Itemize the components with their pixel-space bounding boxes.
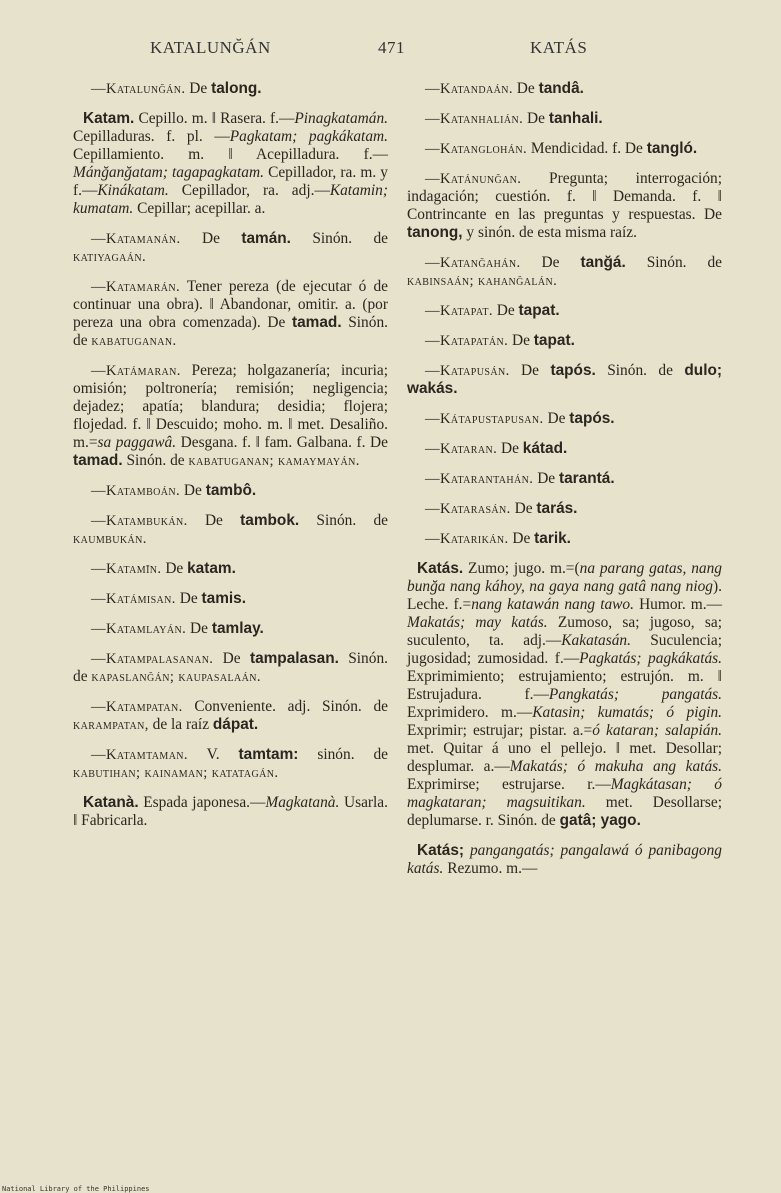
- entry-headword: tapat.: [533, 332, 575, 349]
- entry-text: Cepillo. m. ‖ Rasera. f.—: [134, 110, 295, 127]
- entry-text: Sinón. de: [73, 650, 388, 685]
- entry-subword: —Katalunğán.: [91, 81, 186, 97]
- entry-text: De: [523, 110, 549, 127]
- entry-headword: tanğá.: [580, 254, 626, 271]
- entry-text: De: [520, 254, 581, 271]
- entry-subword: —Katapatán.: [425, 333, 509, 349]
- entry-headword: katam.: [187, 560, 236, 577]
- entry-text: de la raíz: [148, 716, 213, 733]
- entry-text: Zumo; jugo. m.=(: [463, 560, 580, 577]
- entry-subword: —Katarantahán.: [425, 471, 534, 487]
- entry-tagalog: Pangkatás; pangatás.: [548, 686, 723, 703]
- entry-subword: —Katanğahán.: [425, 255, 521, 271]
- dictionary-entry: [73, 482, 388, 500]
- entry-subword: katiyagaán.: [73, 249, 147, 265]
- entry-headword: tanong,: [407, 224, 463, 241]
- entry-subword: kabatuganan; kamaymayán.: [188, 453, 360, 469]
- entry-text: Sinón. de: [122, 452, 189, 469]
- entry-text: Sinón. de: [625, 254, 722, 271]
- entry-text: De: [213, 650, 250, 667]
- entry-text: Conveniente. adj. Sinón. de: [182, 698, 388, 715]
- entry-headword: tapat.: [518, 302, 560, 319]
- entry-subword: —Katarikán.: [425, 531, 509, 547]
- entry-subword: —Katamlayán.: [91, 621, 187, 637]
- right-column: [407, 80, 722, 890]
- entry-tagalog: Makatás; may katás.: [407, 614, 548, 631]
- dictionary-entry: [73, 230, 388, 266]
- entry-text: Usarla. ‖ Fabricarla.: [73, 794, 388, 829]
- entry-text: Mendicidad. f. De: [527, 140, 647, 157]
- entry-tagalog: Katasin; kumatás; ó pigin.: [532, 704, 722, 721]
- dictionary-entry: [73, 362, 388, 470]
- entry-headword: tanhali.: [548, 110, 603, 127]
- entry-headword: Katam.: [83, 110, 135, 127]
- entry-text: De: [509, 362, 551, 379]
- entry-tagalog: Mánğanğatam; tagapagkatam.: [73, 164, 264, 181]
- entry-subword: —Katánunğan.: [425, 171, 522, 187]
- dictionary-entry: [407, 140, 722, 158]
- entry-text: De: [175, 590, 202, 607]
- entry-subword: —Katarasán.: [425, 501, 511, 517]
- entry-text: y sinón. de esta misma raíz.: [462, 224, 637, 241]
- footer-credit: National Library of the Philippines: [2, 1185, 150, 1193]
- entry-headword: tambok.: [240, 512, 300, 529]
- entry-headword: Katás;: [417, 842, 465, 859]
- entry-tagalog: Magkátasan; ó magkataran; magsuitikan.: [407, 776, 722, 811]
- dictionary-entry: [407, 80, 722, 98]
- entry-text: Exprimirse; estrujarse. r.—: [407, 776, 611, 793]
- entry-subword: —Katamarán.: [91, 279, 181, 295]
- entry-subword: kabinsaán; kahanğalán.: [407, 273, 558, 289]
- entry-subword: —Katapusán.: [425, 363, 510, 379]
- entry-text: Sinón. de: [299, 512, 388, 529]
- dictionary-entry: [407, 560, 722, 830]
- entry-text: De: [510, 500, 537, 517]
- entry-text: De: [492, 302, 519, 319]
- entry-text: Pregunta; interrogación; indagación; cuestión. f. ‖ Demanda. f. ‖ Contrincante en las preguntas y respuestas. De: [407, 170, 722, 223]
- entry-text: De: [180, 230, 242, 247]
- entry-text: Sinón. de: [595, 362, 685, 379]
- entry-subword: —Katapat.: [425, 303, 493, 319]
- entry-subword: —Kataran.: [425, 441, 498, 457]
- entry-text: Rezumo. m.—: [443, 860, 538, 877]
- entry-text: De: [533, 470, 559, 487]
- entry-text: Sinón. de: [73, 314, 388, 349]
- entry-text: Cepillador, ra. m. y f.—: [73, 164, 388, 199]
- entry-text: met. Desollarse; deplumarse. r. Sinón. de: [407, 794, 723, 829]
- running-head: [0, 38, 781, 62]
- entry-text: ). Leche. f.=: [407, 578, 722, 613]
- entry-headword: dápat.: [212, 716, 259, 733]
- entry-subword: —Katanhalián.: [425, 111, 524, 127]
- dictionary-entry: [407, 410, 722, 428]
- entry-text: Desgana. f. ‖ fam. Galbana. f. De: [176, 434, 388, 451]
- dictionary-entry: [73, 794, 388, 830]
- dictionary-entry: [407, 362, 722, 398]
- dictionary-entry: [73, 650, 388, 686]
- entry-subword: kaumbukán.: [73, 531, 147, 547]
- entry-subword: —Katampalasanan.: [91, 651, 214, 667]
- dictionary-entry: [73, 512, 388, 548]
- entry-headword: tangló.: [646, 140, 698, 157]
- entry-text: De: [543, 410, 570, 427]
- entry-text: De: [161, 560, 188, 577]
- entry-text: De: [497, 440, 523, 457]
- entry-subword: —Katámaran.: [91, 363, 181, 379]
- dictionary-entry: [407, 332, 722, 350]
- entry-tagalog: sa paggawâ.: [97, 434, 177, 451]
- entry-text: Exprimimiento; estrujamiento; estrujón. m. ‖ Estrujadura. f.—: [407, 668, 722, 703]
- entry-text: De: [180, 482, 206, 499]
- entry-headword: Katás.: [417, 560, 464, 577]
- dictionary-entry: [73, 80, 388, 98]
- entry-subword: —Katámisan.: [91, 591, 176, 607]
- dictionary-entry: [73, 620, 388, 638]
- entry-tagalog: na parang gatas, nang bunğa nang káhoy, na gaya nang gatâ nang niog: [407, 560, 722, 595]
- entry-headword: tamlay.: [211, 620, 264, 637]
- entry-subword: karampatan,: [73, 717, 149, 733]
- dictionary-entry: [407, 110, 722, 128]
- entry-headword: gatâ; yago.: [559, 812, 641, 829]
- entry-text: Zumoso, sa; jugoso, sa; suculento, ta. adj.—: [407, 614, 722, 649]
- entry-tagalog: ó kataran; salapián.: [592, 722, 722, 739]
- entry-tagalog: Magkatanà.: [265, 794, 340, 811]
- dictionary-entry: [407, 842, 722, 878]
- entry-subword: —Kátapustapusan.: [425, 411, 544, 427]
- entry-text: Cepillar; acepillar. a.: [133, 200, 266, 217]
- entry-headword: tamis.: [201, 590, 246, 607]
- entry-text: De: [187, 512, 241, 529]
- entry-headword: talong.: [211, 80, 262, 97]
- entry-text: De: [508, 332, 534, 349]
- dictionary-entry: [73, 110, 388, 218]
- entry-headword: dulo; wakás.: [407, 362, 722, 397]
- dictionary-entry: [407, 170, 722, 242]
- dictionary-entry: [73, 698, 388, 734]
- entry-text: Exprimidero. m.—: [407, 704, 533, 721]
- entry-headword: tarás.: [536, 500, 578, 517]
- entry-text: Cepillamiento. m. ‖ Acepilladura. f.—: [73, 146, 388, 163]
- dictionary-entry: [407, 470, 722, 488]
- entry-headword: tarantá.: [559, 470, 615, 487]
- page-number: 471: [378, 38, 405, 57]
- entry-tagalog: Pagkatás; pagkákatás.: [579, 650, 723, 667]
- entry-tagalog: Pagkatam; pagkákatam.: [229, 128, 388, 145]
- entry-tagalog: Pinagkatamán.: [294, 110, 388, 127]
- entry-subword: —Katamanán.: [91, 231, 181, 247]
- entry-text: Tener pereza (de ejecutar ó de continuar una obra). ‖ Abandonar, omitir. a. (por pereza una obra comenzada). De: [73, 278, 388, 331]
- dictionary-entry: [407, 530, 722, 548]
- entry-headword: tambô.: [205, 482, 257, 499]
- entry-headword: tampalasan.: [249, 650, 339, 667]
- entry-text: Espada japonesa.—: [138, 794, 266, 811]
- entry-text: De: [512, 80, 539, 97]
- entry-subword: kabutihan; kainaman; katatagán.: [73, 765, 279, 781]
- entry-headword: kátad.: [522, 440, 568, 457]
- entry-headword: tamtam:: [238, 746, 299, 763]
- entry-text: Exprimir; estrujar; pistar. a.=: [407, 722, 593, 739]
- entry-tagalog: Kinákatam.: [97, 182, 169, 199]
- dictionary-entry: [407, 440, 722, 458]
- entry-subword: —Katamboán.: [91, 483, 181, 499]
- entry-text: De: [186, 620, 212, 637]
- entry-headword: tamad.: [291, 314, 342, 331]
- entry-text: Cepilladuras. f. pl. —: [73, 128, 230, 145]
- entry-subword: kabatuganan.: [91, 333, 177, 349]
- entry-subword: —Katambukán.: [91, 513, 188, 529]
- entry-subword: kapaslanğán; kaupasalaán.: [91, 669, 261, 685]
- dictionary-entry: [73, 278, 388, 350]
- running-head-right: KATÁS: [530, 38, 588, 57]
- entry-headword: Katanà.: [83, 794, 139, 811]
- entry-subword: —Katanglohán.: [425, 141, 528, 157]
- dictionary-entry: [407, 254, 722, 290]
- entry-text: Sinón. de: [290, 230, 388, 247]
- entry-text: De: [508, 530, 535, 547]
- dictionary-entry: [73, 560, 388, 578]
- entry-tagalog: Makatás; ó makuha ang katás.: [509, 758, 722, 775]
- entry-subword: —Katamtaman.: [91, 747, 188, 763]
- entry-headword: tamán.: [241, 230, 291, 247]
- entry-text: met. Quitar á uno el pellejo. ‖ met. Desollar; desplumar. a.—: [407, 740, 722, 775]
- dictionary-entry: [73, 590, 388, 608]
- dictionary-entry: [407, 500, 722, 518]
- entry-headword: tamad.: [73, 452, 123, 469]
- entry-headword: tapós.: [550, 362, 596, 379]
- running-head-left: KATALUNĞÁN: [150, 38, 271, 57]
- entry-tagalog: pangangatás; pangalawá ó panibagong katás.: [407, 842, 722, 877]
- entry-text: De: [185, 80, 212, 97]
- entry-text: Cepillador, ra. adj.—: [168, 182, 330, 199]
- entry-text: Pereza; holgazanería; incuria; omisión; poltronería; remisión; negligencia; dejadez; apatía; blandura; desidia; flojera; flojedad. f. ‖ Descuido; moho. m. ‖ met. Desaliño. m.=: [73, 362, 388, 451]
- entry-headword: tapós.: [569, 410, 615, 427]
- entry-tagalog: Kakatasán.: [561, 632, 631, 649]
- dictionary-entry: [407, 302, 722, 320]
- entry-text: sinón. de: [298, 746, 388, 763]
- entry-text: Humor. m.—: [633, 596, 722, 613]
- entry-subword: —Katampatan.: [91, 699, 183, 715]
- entry-headword: tarik.: [534, 530, 571, 547]
- entry-text: Suculencia; jugosidad; zumosidad. f.—: [407, 632, 722, 667]
- entry-tagalog: Katamin; kumatam.: [73, 182, 388, 217]
- dictionary-entry: [73, 746, 388, 782]
- left-column: [73, 80, 388, 842]
- entry-text: V.: [187, 746, 239, 763]
- entry-headword: tandâ.: [538, 80, 584, 97]
- entry-tagalog: nang katawán nang tawo.: [471, 596, 634, 613]
- entry-subword: —Katandaán.: [425, 81, 513, 97]
- entry-subword: —Katamīn.: [91, 561, 162, 577]
